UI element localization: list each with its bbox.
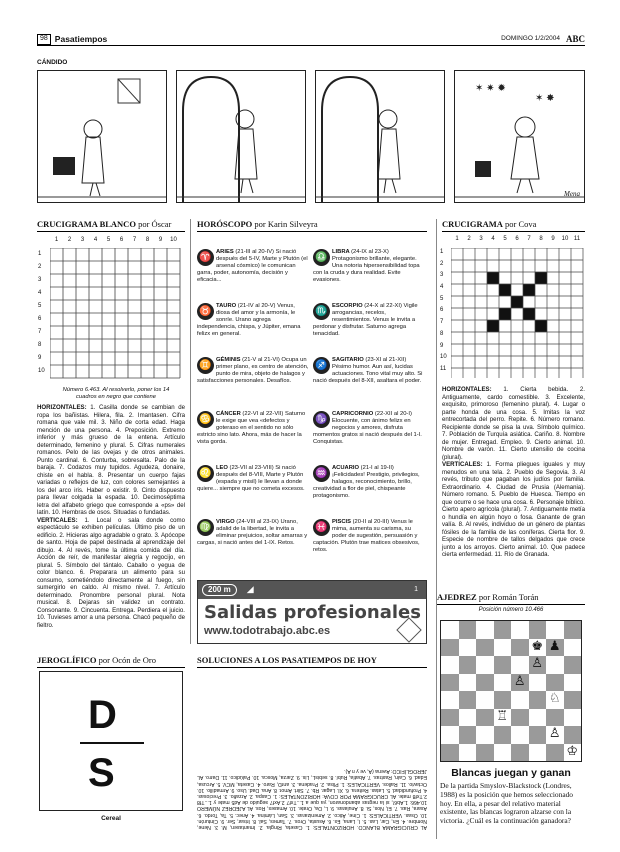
comic-drawing-3	[316, 71, 444, 202]
sign-name: LEO	[216, 465, 230, 471]
chess-square	[459, 726, 477, 744]
sign-dates: (24-X al 22-XI)	[364, 303, 404, 309]
sign-dates: (20-II al 20-III)	[352, 519, 391, 525]
col-label: 1	[54, 237, 59, 243]
sign-text: Pésimo humor. Aun así, lucidas actuaciones. Tono vital muy alto. Si nació después del 8-XII, asaltara el poder.	[313, 364, 423, 384]
sign-text: Vigile arrogancias, recelos, resentimientos. Venus le invita a perdonar y disfrutar. Saturno agrega tenacidad.	[313, 303, 418, 337]
sign-text: Ocupa un primer plano, es centro de atención, punto de mira, objeto de halagos y satisfacciones personales. Desafíos.	[197, 357, 309, 384]
jeroglifico-box	[39, 671, 183, 811]
col-label: 2	[467, 236, 471, 242]
chess-square	[441, 691, 459, 709]
jeroglifico-title	[37, 655, 185, 668]
comic-panel-4	[454, 70, 585, 203]
sign-text: Si nació después del 8-VIII, Marte y Plutón (espada y misil) le llevan a donde quiere... siempre que no cometa excesos.	[197, 465, 305, 492]
chess-square	[511, 726, 529, 744]
sign-dates: (21-I al 19-II)	[360, 465, 394, 471]
chess-square	[529, 674, 547, 692]
sign-name: CAPRICORNIO	[332, 411, 375, 417]
ad-arrow-icon: ◢	[246, 584, 254, 595]
row-label: 2	[440, 260, 444, 267]
zodiac-icon: ♈	[197, 249, 214, 266]
crucigrama-cova-heading: CRUCIGRAMA	[442, 219, 503, 229]
sign-name: ESCORPIO	[332, 303, 365, 309]
row-label: 2	[38, 264, 42, 270]
ad-banner[interactable]	[197, 580, 427, 644]
sign-name: PISCIS	[332, 519, 353, 525]
sign-name: ARIES	[216, 249, 236, 255]
chess-square	[459, 656, 477, 674]
col-label: 9	[158, 237, 163, 243]
verticales-text: 1. Forma pliegues iguales y muy menudos en una tela. 2. Pueblo de Segovia. 3. Al revés, tributo que pagaban los judíos por familia. Extraordinario. 4. Ciudad de Prusia (Alemania). Número romano. 5. Pueblo de Huesca. Tiempo en que ocurre o se hace una cosa. 6. Personaje bíblico. Cierto apero agrícola (plural). 7. Antiguamente metía o hundía en algún hoyo o fosa. Ganante de gran valía. 8. Al revés, individuo de un género de plantas fósiles de la familia de las coníferas. Cierta flor. 9. Especie de nombre de tallos delgados que crece junto a los arroyos. Cierto animal. 10. Que padece cierta enfermedad. 11. Río de Granada.	[442, 461, 585, 558]
horoscope-sign-cáncer	[197, 411, 309, 446]
sign-text: Saturno le exige que vea «defectos y goteraso en el sentido no sólo estricto sino lato. Ahora, más de hacer la vista gorda.	[197, 411, 306, 445]
horizontales-label: HORIZONTALES:	[37, 404, 87, 411]
ad-url[interactable]: www.todotrabajo.abc.es	[204, 625, 331, 637]
crucigrama-cova-author: por Cova	[505, 219, 537, 229]
chess-square	[546, 621, 564, 639]
row-label: 9	[440, 342, 444, 349]
chess-square	[546, 744, 564, 762]
ajedrez-caption: Blancas juegan y ganan	[451, 767, 571, 779]
col-label: 2	[67, 237, 72, 243]
comic-panel-2	[176, 70, 306, 203]
chess-square	[476, 744, 494, 762]
chess-piece-icon: ♘	[548, 691, 561, 706]
chess-square	[511, 691, 529, 709]
ajedrez-heading: AJEDREZ	[437, 592, 477, 602]
sign-dates: (22-VI al 22-VII)	[242, 411, 285, 417]
zodiac-icon: ♎	[313, 249, 330, 266]
ad-main-text: Salidas profesionales	[204, 602, 421, 623]
chess-piece-icon: ♙	[513, 673, 526, 689]
col-label: 3	[80, 237, 85, 243]
chess-square	[441, 674, 459, 692]
crucigrama-blanco-row-labels	[38, 248, 48, 378]
chess-square	[546, 656, 564, 674]
crucigrama-blanco-grid	[50, 248, 181, 379]
row-label: 8	[38, 342, 42, 348]
horoscopo-heading: HORÓSCOPO	[197, 219, 253, 229]
chess-piece-icon: ♚	[531, 638, 544, 654]
zodiac-icon: ♍	[197, 519, 214, 536]
crucigrama-cova-grid	[451, 248, 584, 378]
ajedrez-author: por Román Torán	[478, 592, 539, 602]
column-divider	[436, 219, 437, 839]
col-label: 8	[145, 237, 150, 243]
chess-square	[441, 726, 459, 744]
zodiac-icon: ♌	[197, 465, 214, 482]
comic-signature: Mena	[564, 190, 580, 199]
sign-name: CÁNCER	[216, 411, 243, 417]
zodiac-icon: ♐	[313, 357, 330, 374]
ajedrez-subtitle: Posición número 10.466	[478, 607, 544, 613]
row-label: 8	[440, 330, 444, 337]
chess-square	[546, 674, 564, 692]
zodiac-icon: ♒	[313, 465, 330, 482]
chess-piece-icon: ♙	[531, 656, 544, 671]
chess-square	[459, 674, 477, 692]
chess-square	[511, 639, 529, 657]
sign-text: Urano, adalid de la libertad, le invita a eliminar prejuicios, soltar amarras y cargas, si nació antes del 1-IX. Retos.	[197, 519, 308, 546]
chess-square	[564, 709, 582, 727]
section-name: Pasatiempos	[54, 34, 108, 45]
crucigrama-blanco-heading: CRUCIGRAMA BLANCO	[37, 219, 136, 229]
jeroglifico-letter-s: S	[88, 751, 115, 795]
chess-square	[529, 709, 547, 727]
zodiac-icon: ♓	[313, 519, 330, 536]
horizontales-text: 1. Casilla donde se cambian de ropa los bañistas. Hilera, fila. 2. Imantasen. Cifra romana que vale mil. 3. Niño de corta edad. Haga mención de una persona. 4. Preposición. Extremo inferior y más grueso de la entena. Artículo determinado, femenino y plural. 5. Cifras numerales romanos. Pelo de las ovejas y de otros animales. Punto cardinal. 6. Conturba, sobresalta. Palo de la baraja. 7. Codazos muy tupidos. Agudeza, donaire, chiste en el habla. 8. Presentar un cuerpo fajas variadas o reflejos de luz, con colores semejantes a los del arco iris. Haber o existir. 9. Cinto dispuesto para llevar colgada la espada. 10. Decimoséptima letra del alfabeto griego que corresponde a «ps» del latín. 10. Hembras de osos. Situadas o fundadas.	[37, 404, 185, 516]
comic-panel-1	[37, 70, 167, 203]
row-label: 4	[38, 290, 42, 296]
zodiac-icon: ♋	[197, 411, 214, 428]
chess-square	[476, 656, 494, 674]
chess-square	[564, 639, 582, 657]
sign-text: Elocuente, con ánimo felizx en negocios y amores, disfruta momentos gratos si nació después del 1-I. Conquistas.	[313, 418, 422, 445]
chess-square	[476, 639, 494, 657]
sign-dates: (23-XI al 21-XII)	[365, 357, 407, 363]
column-divider	[190, 219, 191, 644]
chess-square	[459, 744, 477, 762]
col-label: 7	[527, 236, 531, 242]
comic-drawing-2	[177, 71, 305, 202]
sign-dates: (23-VII al 23-VIII)	[229, 465, 276, 471]
horoscope-sign-piscis	[313, 519, 425, 554]
svg-text:✶ ✷ ✹: ✶ ✷ ✹	[475, 83, 506, 94]
chess-square	[511, 744, 529, 762]
sign-name: GÉMINIS	[216, 357, 243, 363]
chess-square	[529, 726, 547, 744]
zodiac-icon: ♏	[313, 303, 330, 320]
chess-square	[529, 744, 547, 762]
chess-square	[494, 691, 512, 709]
sign-dates: (21-V al 21-VI)	[242, 357, 282, 363]
chess-square	[441, 639, 459, 657]
col-label: 6	[515, 236, 519, 242]
horoscope-sign-tauro	[197, 303, 309, 338]
chess-square	[494, 674, 512, 692]
chess-square	[564, 656, 582, 674]
col-label: 10	[561, 236, 569, 242]
horoscope-sign-libra	[313, 249, 425, 284]
chess-square	[476, 621, 494, 639]
sign-text: ¡Felicidades! Prestigio, privilegios, halagos, reconocimiento, brillo, creatividad a flor de piel, chispeante protagonismo.	[313, 472, 420, 499]
chess-square	[441, 656, 459, 674]
row-label: 7	[440, 319, 444, 326]
horizontales-text: 1. Cierta bebida. 2. Antiguamente, cardo comestible. 3. Excelente, exquisito, primoroso (femenino plural). 4. Lugar o parte honda de una cosa. 5. Imitas la voz entrecortada del perro. Repite. 6. Número romano. Recipiente donde se pisa la uva. Símbolo químico. 7. Población de Turquía asiática. Cariño. 8. Nombre de mujer. Entregad. Empleo. 9. Cierto animal. 10. Nombre de varón. 11. Cierto utensilio de cocina (plural).	[442, 386, 585, 461]
ad-road-sign	[198, 581, 427, 599]
crucigrama-blanco-note: Número 6.463. Al resolverlo, poner los 14 cuadros en negro que contiene	[62, 387, 170, 400]
col-label: 8	[539, 236, 543, 242]
page-number: 98	[37, 34, 51, 45]
chess-square	[564, 621, 582, 639]
ajedrez-title	[437, 592, 585, 605]
chess-square	[511, 709, 529, 727]
zodiac-icon: ♊	[197, 357, 214, 374]
sign-name: VIRGO	[216, 519, 237, 525]
chess-square	[494, 639, 512, 657]
sign-dates: (24-IX al 23-X)	[351, 249, 389, 255]
verticales-label: VERTICALES:	[37, 516, 78, 524]
chess-piece-icon: ♟	[548, 638, 561, 654]
page-header	[37, 34, 585, 46]
ajedrez-text: De la partida Smyslov-Blackstock (Londres, 1988) es la posición que hemos seleccionado hoy. En ella, a pesar del relativo material existente, las blancas lograron alzarse con la victoria. ¿Cuál es la continuación ganadora?	[440, 781, 573, 826]
chess-square	[564, 726, 582, 744]
crucigrama-cova-clues	[442, 386, 585, 559]
col-label: 10	[170, 237, 177, 243]
verticales-label: VERTICALES:	[442, 461, 483, 468]
chess-square	[564, 674, 582, 692]
col-label: 9	[551, 236, 555, 242]
row-label: 7	[38, 329, 42, 335]
chess-square	[494, 726, 512, 744]
jeroglifico-author: por Ocón de Oro	[98, 655, 156, 665]
chess-piece-icon: ♙	[548, 726, 561, 741]
row-label: 3	[38, 277, 42, 283]
ad-exit-number: 1	[414, 585, 418, 593]
chess-square	[476, 709, 494, 727]
row-label: 9	[38, 355, 42, 361]
soluciones-heading: SOLUCIONES A LOS PASATIEMPOS DE HOY	[197, 655, 377, 665]
crucigrama-cova-row-labels	[440, 247, 450, 376]
sign-dates: (24-VIII al 23-IX)	[236, 519, 281, 525]
soluciones-text: AL CRUCIGRAMA BLANCO. HORIZONTALES: 1. Caseta, Ringla. 2. Imantasen, M. 3. Nene, Nombre. 4. En, Car, Las. 5. I, Lana, Es. 6. Asusta, Oros. 7. Tames, Sal. 8. Irisar, Ser. 9. Cinturón. 10. Osas. VERTICALES: 1. Cine, Ático. 2. Amenizaras. 3. San, Lámina. 4. Anec. 5. Ta, Tordo. 6. Asara, Ras. 7. El, Nos, Si. 8. Anularas. 9. L, Da, Orate. 10. Amases, Ros. AL AJEDREZ NÚMERO 10.466: 1.Ab6!, si la negras abandonaron, ya que a 1...Txf7 2.Axf7 seguido de Ad5 mate y 1...Tf8 2.Txf8 mate. AL CRUCIGRAMA POR COVA: HORIZONTALES: 1. Caspa. 2. Arzafio. 3. Preciosas. 4. Profundidad. 5. Latas. Reitera. 6. XI. Lagar. Rb. 7. Siirt. Amor. 8. Ana. Dad. Uso. 9. Armadillo. 10. Octavio. 11. Rallos. VERTICALES: 1. Plisa. 2. Pradena. 3. anrD, Raro. 4. Caseta, MCV. 5. Arcusa, Edad. 6. Caín, Rastras. 7. Abatía, Rubí. 8. sebisL, Lis. 9. Zarza, Mosca. 10. Palúdico. 11. Darro. AL JEROGLÍFICO: Avena (A, ve y n A).	[197, 768, 427, 830]
chess-square	[476, 674, 494, 692]
chess-square	[546, 709, 564, 727]
horoscope-sign-capricornio	[313, 411, 425, 446]
horoscope-sign-sagitario	[313, 357, 425, 385]
chess-square	[511, 621, 529, 639]
horizontales-label: HORIZONTALES:	[442, 386, 492, 393]
sign-name: ACUARIO	[332, 465, 361, 471]
col-label: 4	[491, 236, 495, 242]
row-label: 5	[38, 303, 42, 309]
row-label: 1	[38, 251, 42, 257]
crucigrama-blanco-clues	[37, 404, 185, 629]
horoscope-sign-acuario	[313, 465, 425, 500]
horoscopo-author: por Karin Silveyra	[254, 219, 318, 229]
row-label: 10	[440, 354, 447, 361]
col-label: 7	[132, 237, 137, 243]
chess-square	[441, 709, 459, 727]
brand-logo: ABC	[565, 33, 585, 44]
chess-square	[441, 621, 459, 639]
horoscopo-title	[197, 219, 427, 232]
verticales-text: 1. Local o sala donde como espectáculo se exhiben películas. Último piso de un edificio. 2. Hicieras algo agradable o grato. 3. Apócope de santo. Hoja de papel destinada al aprendizaje del dibujo. 4. Al revés, tome la última comida del día. Acción de reír, de manifestar alegría y regocijo, en plural. 5. Símbolo del tántalo. Caballo o yegua de color blanco. 6. Preparara un alimento para su consumo, sometiéndolo directamente al fuego, sin sumergirlo en caldo. Al mismo nivel. 7. Artículo determinado. Pronombre personal plural. Nota musical. 8. Dejaras sin validez un contrato. Consonante. 9. Cincuenta. Entrega. Perdiera el juicio. 10. Tuvieses amor a una persona. Chacó pequeño de fieltro.	[37, 516, 185, 629]
chess-square	[459, 639, 477, 657]
col-label: 1	[455, 236, 459, 242]
row-label: 3	[440, 272, 444, 279]
col-label: 4	[93, 237, 98, 243]
sign-dates: (21-IV al 20-V)	[237, 303, 278, 309]
horoscope-sign-géminis	[197, 357, 309, 385]
chess-square	[511, 656, 529, 674]
ad-distance: 200 m	[202, 584, 237, 596]
sign-name: TAURO	[216, 303, 238, 309]
chess-square	[476, 691, 494, 709]
zodiac-icon: ♑	[313, 411, 330, 428]
jeroglifico-divider	[80, 742, 144, 744]
sign-dates: (21-III al 20-IV)	[235, 249, 276, 255]
col-label: 3	[479, 236, 483, 242]
horoscope-sign-aries	[197, 249, 309, 284]
row-label: 5	[440, 295, 444, 302]
horoscope-sign-escorpio	[313, 303, 425, 338]
chess-square	[494, 621, 512, 639]
horoscope-sign-virgo	[197, 519, 309, 547]
chess-square	[494, 744, 512, 762]
chess-square	[441, 744, 459, 762]
crucigrama-cova-title	[442, 219, 585, 232]
chess-piece-icon: ♖	[496, 708, 509, 724]
crucigrama-blanco-author: por Óscar	[138, 219, 172, 229]
row-label: 6	[440, 307, 444, 314]
chess-square	[459, 621, 477, 639]
sign-name: SAGITARIO	[332, 357, 366, 363]
chess-square	[494, 656, 512, 674]
comic-title: CÁNDIDO	[37, 59, 68, 66]
row-label: 11	[440, 365, 447, 372]
sign-text: Si nació después del 5-IV, Marte y Plutón (el arsenal cósmico) le comunican garra, poder, autonomía, decisión y eficacia...	[197, 249, 308, 283]
col-label: 11	[573, 236, 581, 242]
svg-text:✶ ✸: ✶ ✸	[535, 93, 555, 104]
chess-square	[459, 691, 477, 709]
jeroglifico-answer-label: Cereal	[101, 815, 121, 822]
comic-drawing-4	[455, 71, 584, 202]
col-label: 6	[119, 237, 124, 243]
row-label: 6	[38, 316, 42, 322]
crucigrama-blanco-title	[37, 219, 185, 232]
row-label: 4	[440, 284, 444, 291]
comic-drawing-1	[38, 71, 166, 202]
issue-date: DOMINGO 1/2/2004	[501, 35, 560, 43]
chess-square	[476, 726, 494, 744]
soluciones-title	[197, 655, 427, 668]
chess-piece-icon: ♔	[566, 743, 579, 759]
row-label: 1	[440, 249, 444, 255]
sign-dates: (22-XII al 20-I)	[374, 411, 412, 417]
col-label: 5	[503, 236, 507, 242]
row-label: 10	[38, 368, 45, 374]
chess-board	[440, 620, 582, 762]
comic-panel-3	[315, 70, 445, 203]
jeroglifico-heading: JEROGLÍFICO	[37, 655, 97, 665]
chess-square	[529, 691, 547, 709]
sign-text: Protagonismo brillante, elegante. Una notoria hipersensibilidad topa con la cruda y dura realidad. Evite evasiones.	[313, 256, 420, 283]
sign-text: Venus, diosa del amor y la armonía, le sonríe. Urano agrega independencia, chispa, y Júpiter, emana felizx en general.	[197, 303, 301, 337]
zodiac-icon: ♉	[197, 303, 214, 320]
chess-square	[459, 709, 477, 727]
crucigrama-blanco-col-labels	[50, 237, 180, 246]
col-label: 5	[106, 237, 111, 243]
sign-text: Venus le mima, aumenta su carisma, su poder de sugestión, persuasión y captación. Plutón trae matices obsesivos, retos.	[313, 519, 420, 553]
chess-square	[529, 621, 547, 639]
horoscope-sign-leo	[197, 465, 309, 493]
jeroglifico-letter-d: D	[88, 693, 117, 737]
sign-name: LIBRA	[332, 249, 352, 255]
chess-square	[564, 691, 582, 709]
crucigrama-cova-col-labels	[451, 236, 583, 245]
